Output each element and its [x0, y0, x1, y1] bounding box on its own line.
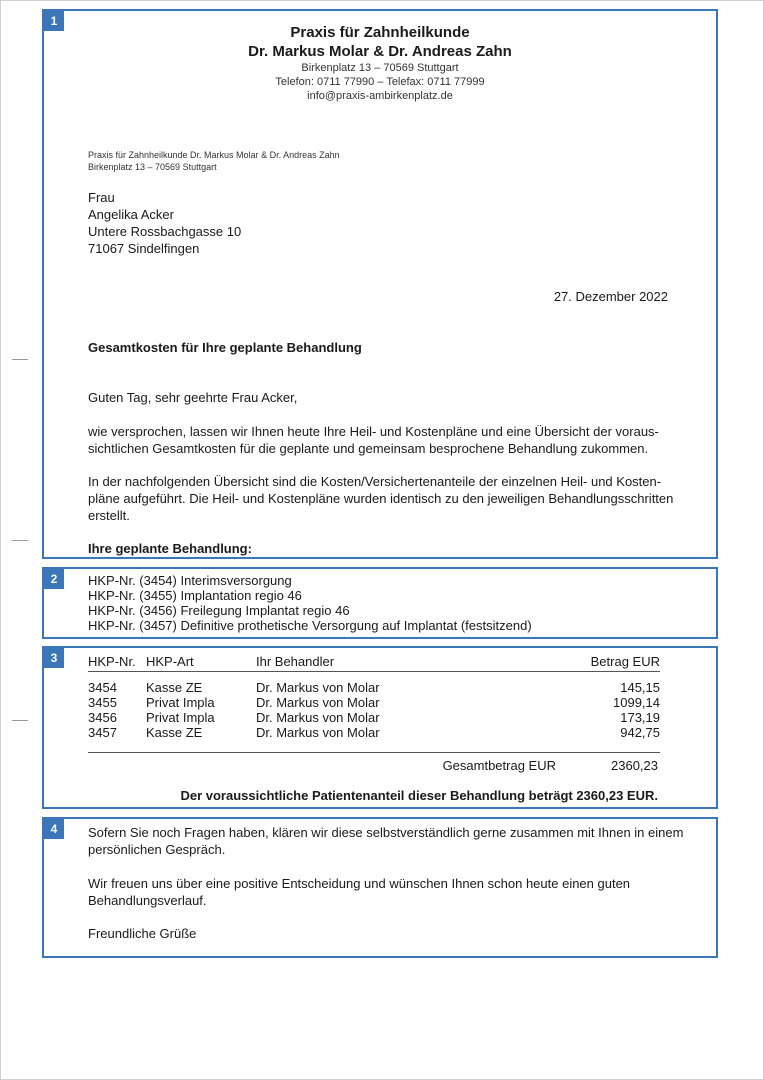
treatment-heading: Ihre geplante Behandlung:: [88, 541, 252, 556]
practice-email: info@praxis-ambirkenplatz.de: [307, 90, 453, 102]
paragraph: wie versprochen, lassen wir Ihnen heute Ihre Heil- und Kostenpläne und eine Übersicht der voraus-sichtlichen Gesamtkosten für die geplante und gemeinsam besprochene Behandlung zukommen.: [88, 424, 659, 456]
table-cell: Dr. Markus von Molar: [256, 710, 380, 725]
patient-share-statement: Der voraussichtliche Patientenanteil dieser Behandlung beträgt 2360,23 EUR.: [180, 788, 658, 803]
list-item: HKP-Nr. (3457) Definitive prothetische Versorgung auf Implantat (festsitzend): [88, 618, 532, 633]
doctor-names: Dr. Markus Molar & Dr. Andreas Zahn: [248, 43, 512, 60]
section-treatment-plans: [42, 567, 718, 639]
recipient-address: [88, 189, 241, 257]
recipient-street: Untere Rossbachgasse 10: [88, 224, 242, 239]
table-cell: 3457: [88, 725, 117, 740]
column-header: HKP-Nr.: [88, 654, 136, 669]
table-cell: Kasse ZE: [146, 725, 203, 740]
table-cell: 3455: [88, 695, 117, 710]
table-cell: 1099,14: [613, 695, 660, 710]
section-badge: 4: [44, 819, 64, 839]
section-badge: 3: [44, 648, 64, 668]
list-item: HKP-Nr. (3454) Interimsversorgung: [88, 573, 292, 588]
list-item: HKP-Nr. (3455) Implantation regio 46: [88, 588, 302, 603]
paragraph: Wir freuen uns über eine positive Entscheidung und wünschen Ihnen schon heute einen guten Behandlungsverlauf.: [88, 876, 631, 908]
table-row: [88, 695, 660, 710]
practice-address: Birkenplatz 13 – 70569 Stuttgart: [301, 62, 459, 74]
table-cell: Dr. Markus von Molar: [256, 725, 380, 740]
practice-name: Praxis für Zahnheilkunde: [290, 24, 470, 41]
table-cell: Privat Impla: [146, 710, 215, 725]
table-cell: 3454: [88, 680, 117, 695]
letter-subject: Gesamtkosten für Ihre geplante Behandlung: [88, 340, 362, 355]
section-letter-header: [42, 9, 718, 559]
section-closing: [42, 817, 718, 958]
column-header: Ihr Behandler: [256, 654, 335, 669]
table-cell: Dr. Markus von Molar: [256, 680, 380, 695]
cost-table: [88, 654, 660, 740]
table-cell: Dr. Markus von Molar: [256, 695, 380, 710]
table-cell: Privat Impla: [146, 695, 215, 710]
table-cell: 942,75: [620, 725, 660, 740]
total-label: Gesamtbetrag EUR: [442, 758, 556, 773]
table-cell: 3456: [88, 710, 117, 725]
section-cost-table: [42, 646, 718, 809]
table-cell: Kasse ZE: [146, 680, 203, 695]
table-row: [88, 725, 660, 740]
table-header: [88, 654, 660, 672]
fold-mark: [12, 359, 28, 360]
total-divider: [88, 752, 660, 753]
sender-return-address: [88, 149, 340, 173]
table-row: [88, 680, 660, 695]
table-row: [88, 710, 660, 725]
paragraph: Sofern Sie noch Fragen haben, klären wir diese selbstverständlich gerne zusammen mit Ihnen in einem persönlichen Gespräch.: [88, 825, 684, 857]
table-cell: 173,19: [620, 710, 660, 725]
column-header: Betrag EUR: [590, 654, 660, 669]
letterhead: [44, 23, 716, 103]
signoff: Freundliche Grüße: [88, 926, 197, 941]
letter-date: 27. Dezember 2022: [553, 289, 668, 304]
list-item: HKP-Nr. (3456) Freilegung Implantat regio 46: [88, 603, 350, 618]
paragraph: In der nachfolgenden Übersicht sind die Kosten/Versichertenanteile der einzelnen Heil- und Kosten-pläne aufgeführt. Die Heil- und Kostenpläne wurden identisch zu den jeweiligen Behandlungsschritten erstellt.: [88, 474, 674, 523]
sender-line: Birkenplatz 13 – 70569 Stuttgart: [88, 162, 217, 172]
hkp-list: [88, 573, 532, 633]
practice-phone: Telefon: 0711 77990 – Telefax: 0711 77999: [275, 76, 485, 88]
recipient-city: 71067 Sindelfingen: [88, 241, 200, 256]
table-cell: 145,15: [620, 680, 660, 695]
section-badge: 1: [44, 11, 64, 31]
column-header: HKP-Art: [146, 654, 194, 669]
total-value: 2360,23: [611, 758, 658, 773]
recipient-name: Angelika Acker: [88, 207, 174, 222]
fold-mark: [12, 540, 28, 541]
recipient-salutation: Frau: [88, 190, 115, 205]
punch-mark: [12, 720, 28, 721]
section-badge: 2: [44, 569, 64, 589]
greeting: Guten Tag, sehr geehrte Frau Acker,: [88, 390, 298, 405]
sender-line: Praxis für Zahnheilkunde Dr. Markus Molar & Dr. Andreas Zahn: [88, 150, 340, 160]
